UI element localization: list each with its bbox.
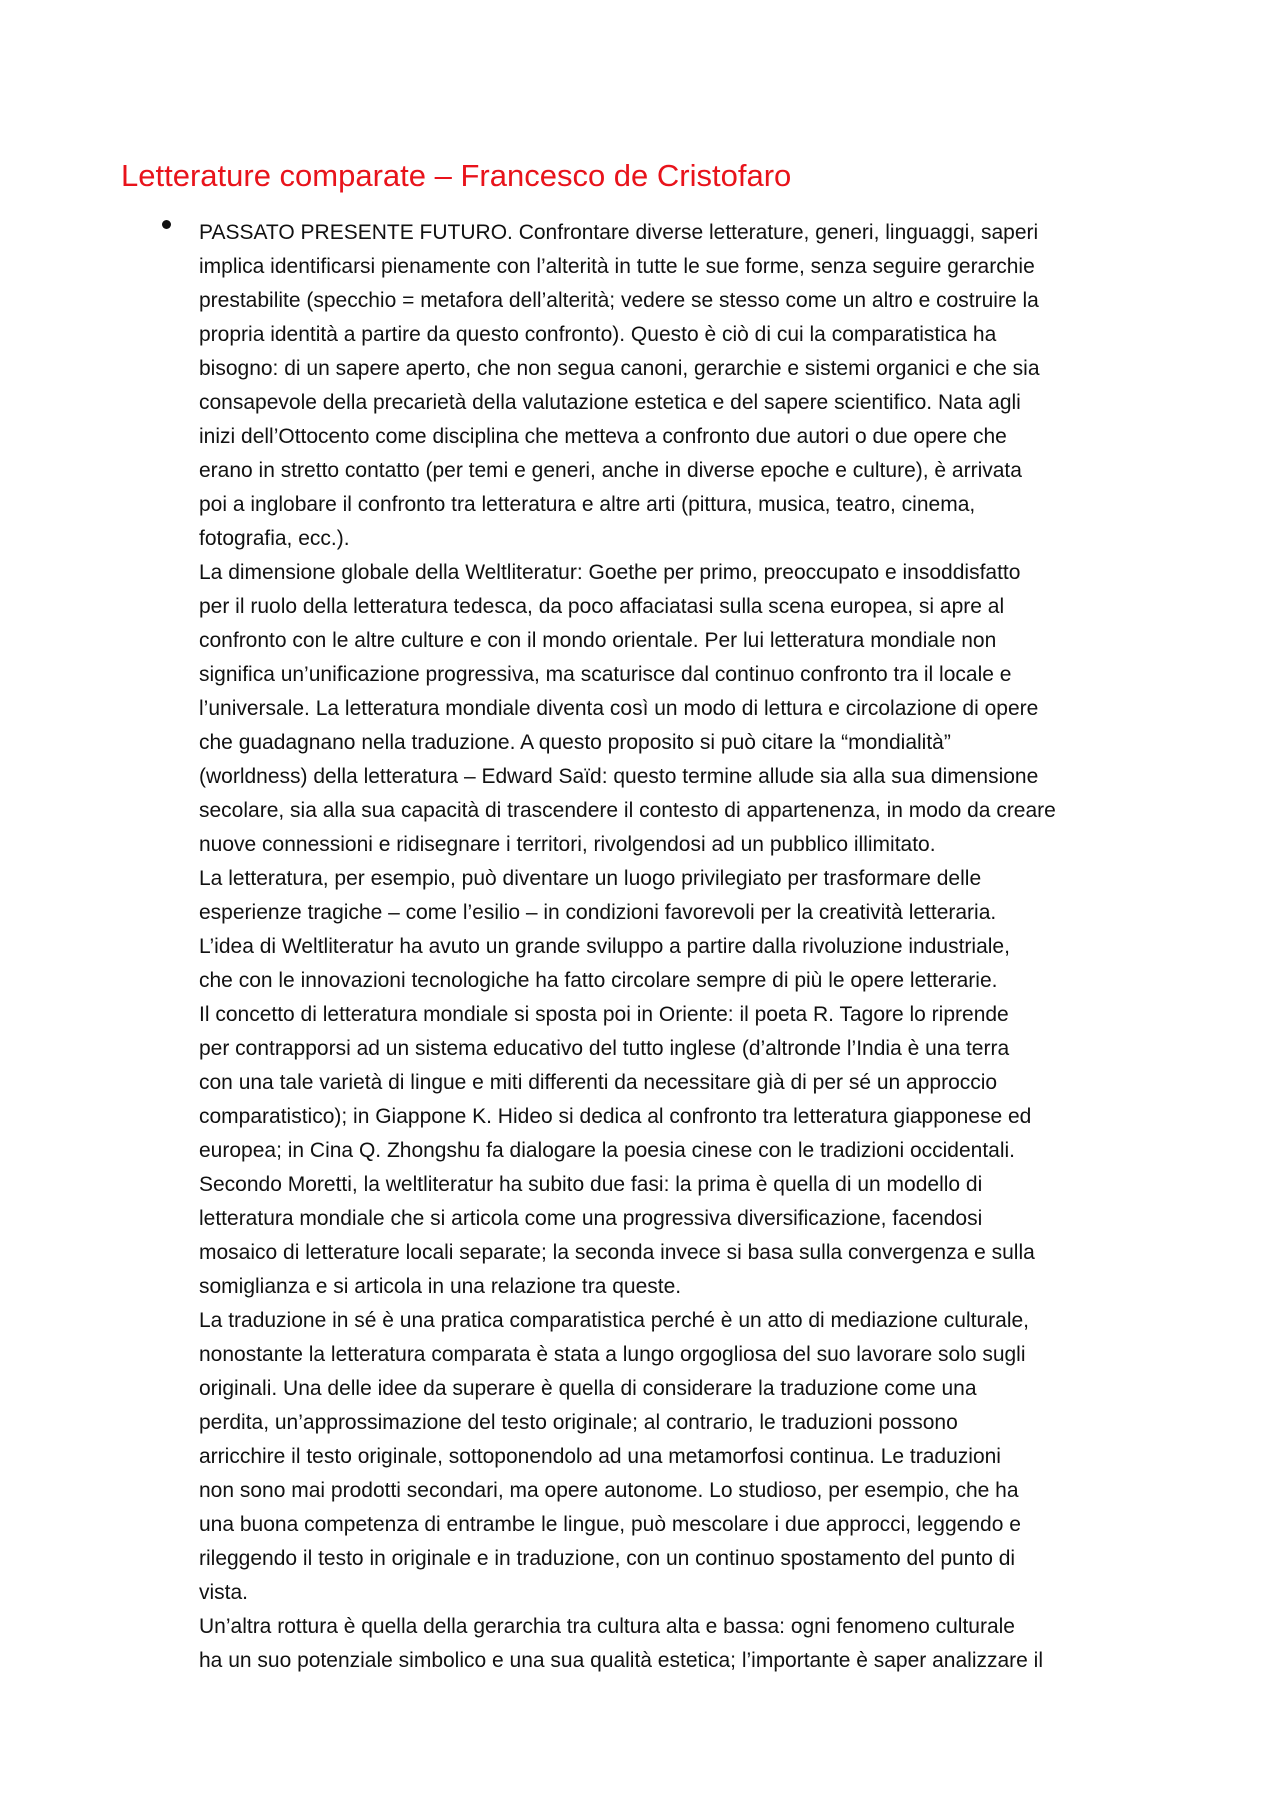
text-line: propria identità a partire da questo confronto). Questo è ciò di cui la comparatistica ha (199, 323, 997, 346)
bullet-dot-icon (162, 220, 171, 229)
text-line: mosaico di letterature locali separate; la seconda invece si basa sulla convergenza e sulla (199, 1241, 1035, 1264)
text-line: europea; in Cina Q. Zhongshu fa dialogare la poesia cinese con le tradizioni occidentali. (199, 1139, 1016, 1162)
text-line: Un’altra rottura è quella della gerarchia tra cultura alta e bassa: ogni fenomeno culturale (199, 1615, 1015, 1638)
text-line: esperienze tragiche – come l’esilio – in condizioni favorevoli per la creatività letteraria. (199, 901, 997, 924)
text-line: l’universale. La letteratura mondiale diventa così un modo di lettura e circolazione di opere (199, 697, 1039, 720)
text-line: Il concetto di letteratura mondiale si sposta poi in Oriente: il poeta R. Tagore lo riprende (199, 1003, 1009, 1026)
text-line: comparatistico); in Giappone K. Hideo si dedica al confronto tra letteratura giapponese ed (199, 1105, 1032, 1128)
text-line: somiglianza e si articola in una relazione tra queste. (199, 1275, 682, 1298)
text-line: rileggendo il testo in originale e in traduzione, con un continuo spostamento del punto di (199, 1547, 1016, 1570)
text-line: confronto con le altre culture e con il mondo orientale. Per lui letteratura mondiale non (199, 629, 997, 652)
text-line: erano in stretto contatto (per temi e generi, anche in diverse epoche e culture), è arrivata (199, 459, 1022, 482)
text-line: non sono mai prodotti secondari, ma opere autonome. Lo studioso, per esempio, che ha (199, 1479, 1019, 1502)
text-line: per contrapporsi ad un sistema educativo del tutto inglese (d’altronde l’India è una terra (199, 1037, 1010, 1060)
text-line: poi a inglobare il confronto tra letteratura e altre arti (pittura, musica, teatro, cinema, (199, 493, 976, 516)
text-line: implica identificarsi pienamente con l’alterità in tutte le sue forme, senza seguire gerarchie (199, 255, 1035, 278)
text-line: Secondo Moretti, la weltliteratur ha subito due fasi: la prima è quella di un modello di (199, 1173, 983, 1196)
text-line: inizi dell’Ottocento come disciplina che metteva a confronto due autori o due opere che (199, 425, 1007, 448)
text-line: originali. Una delle idee da superare è quella di considerare la traduzione come una (199, 1377, 977, 1400)
text-line: che con le innovazioni tecnologiche ha fatto circolare sempre di più le opere letterarie. (199, 969, 998, 992)
text-line: consapevole della precarietà della valutazione estetica e del sapere scientifico. Nata agli (199, 391, 1021, 414)
text-line: che guadagnano nella traduzione. A questo proposito si può citare la “mondialità” (199, 731, 951, 754)
text-line: arricchire il testo originale, sottoponendolo ad una metamorfosi continua. Le traduzioni (199, 1445, 1001, 1468)
text-line: La dimensione globale della Weltliteratur: Goethe per primo, preoccupato e insoddisfatto (199, 561, 1021, 584)
text-line: una buona competenza di entrambe le lingue, può mescolare i due approcci, leggendo e (199, 1513, 1021, 1536)
text-line: vista. (199, 1581, 249, 1604)
text-line: letteratura mondiale che si articola come una progressiva diversificazione, facendosi (199, 1207, 983, 1230)
document-title: Letterature comparate – Francesco de Cristofaro (121, 158, 792, 193)
text-line: perdita, un’approssimazione del testo originale; al contrario, le traduzioni possono (199, 1411, 958, 1434)
text-line: La letteratura, per esempio, può diventare un luogo privilegiato per trasformare delle (199, 867, 982, 890)
text-line: prestabilite (specchio = metafora dell’alterità; vedere se stesso come un altro e costruire la (199, 289, 1039, 312)
text-line: La traduzione in sé è una pratica comparatistica perché è un atto di mediazione culturale, (199, 1309, 1029, 1332)
text-line: L’idea di Weltliteratur ha avuto un grande sviluppo a partire dalla rivoluzione industriale, (199, 935, 1010, 958)
text-line: significa un’unificazione progressiva, ma scaturisce dal continuo confronto tra il locale e (199, 663, 1012, 686)
text-line: PASSATO PRESENTE FUTURO. Confrontare diverse letterature, generi, linguaggi, saperi (199, 221, 1039, 244)
text-line: (worldness) della letteratura – Edward Saïd: questo termine allude sia alla sua dimensione (199, 765, 1039, 788)
text-line: fotografia, ecc.). (199, 527, 350, 550)
text-line: nuove connessioni e ridisegnare i territori, rivolgendosi ad un pubblico illimitato. (199, 833, 936, 856)
bullet-paragraph (199, 216, 1229, 1678)
text-line: per il ruolo della letteratura tedesca, da poco affaciatasi sulla scena europea, si apre al (199, 595, 1005, 618)
text-line: con una tale varietà di lingue e miti differenti da necessitare già di per sé un approccio (199, 1071, 998, 1094)
text-line: bisogno: di un sapere aperto, che non segua canoni, gerarchie e sistemi organici e che sia (199, 357, 1040, 380)
text-line: nonostante la letteratura comparata è stata a lungo orgogliosa del suo lavorare solo sugli (199, 1343, 1026, 1366)
text-line: ha un suo potenziale simbolico e una sua qualità estetica; l’importante è saper analizzare il (199, 1649, 1043, 1672)
text-line: secolare, sia alla sua capacità di trascendere il contesto di appartenenza, in modo da creare (199, 799, 1056, 822)
